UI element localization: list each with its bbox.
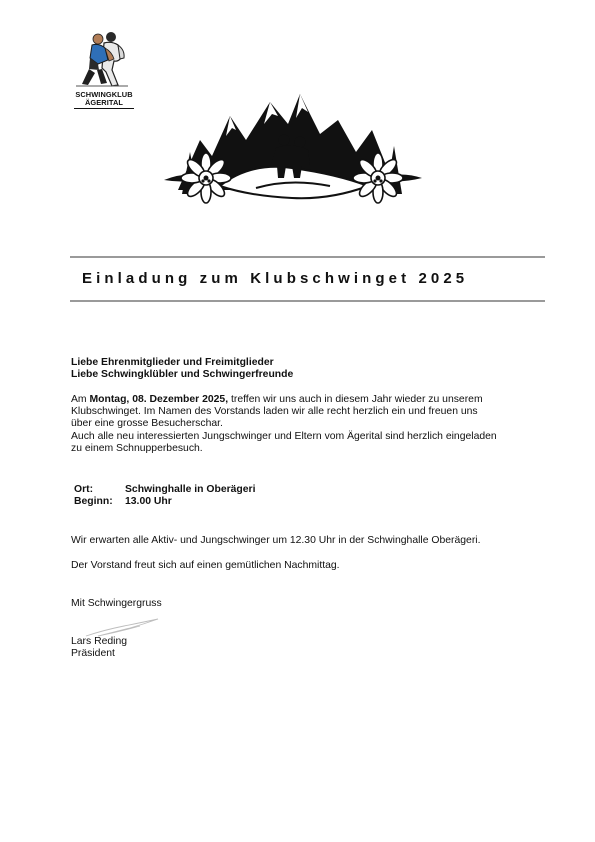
signer-role: Präsident — [71, 648, 115, 659]
event-date: Montag, 08. Dezember 2025, — [89, 394, 229, 405]
location-label: Ort: — [74, 484, 94, 495]
page-title: Einladung zum Klubschwinget 2025 — [82, 270, 469, 287]
body-paragraph-1-line-2: Klubschwinget. Im Namen des Vorstands laden wir alle recht herzlich ein und freuen uns — [71, 406, 478, 417]
title-rule-bottom — [70, 300, 545, 302]
body-paragraph-2-line-2: zu einem Schnupperbesuch. — [71, 443, 203, 454]
body-paragraph-1-line-3: über eine grosse Besucherschar. — [71, 418, 223, 429]
note-line-1: Wir erwarten alle Aktiv- und Jungschwinger um 12.30 Uhr in der Schwinghalle Oberägeri. — [71, 535, 481, 546]
note-line-2: Der Vorstand freut sich auf einen gemütlichen Nachmittag. — [71, 560, 340, 571]
start-label: Beginn: — [74, 496, 113, 507]
body-paragraph-1-line-1 — [71, 394, 483, 406]
salutation-line-1: Liebe Ehrenmitglieder und Freimitglieder — [71, 357, 274, 368]
event-details — [0, 484, 595, 512]
body-line-1-rest: treffen wir uns auch in diesem Jahr wieder zu unserem — [228, 394, 483, 405]
wrestlers-logo-icon — [68, 28, 140, 90]
location-value: Schwinghalle in Oberägeri — [125, 484, 256, 495]
logo-text-line2: ÄGERITAL — [84, 98, 124, 107]
closing-greeting: Mit Schwingergruss — [71, 598, 162, 609]
title-rule-top — [70, 256, 545, 258]
start-value: 13.00 Uhr — [125, 496, 172, 507]
club-logo — [68, 28, 140, 118]
mountain-emblem — [160, 82, 425, 210]
mountain-edelweiss-icon — [160, 82, 425, 210]
logo-text-line1: SCHWINGKLUB — [75, 90, 133, 99]
body-paragraph-2-line-1: Auch alle neu interessierten Jungschwinger und Eltern vom Ägerital sind herzlich eingeladen — [71, 431, 497, 442]
signer-name: Lars Reding — [71, 636, 128, 647]
body-prefix: Am — [71, 394, 90, 405]
logo-underline — [74, 108, 134, 109]
salutation-line-2: Liebe Schwingklübler und Schwingerfreunde — [71, 369, 294, 380]
